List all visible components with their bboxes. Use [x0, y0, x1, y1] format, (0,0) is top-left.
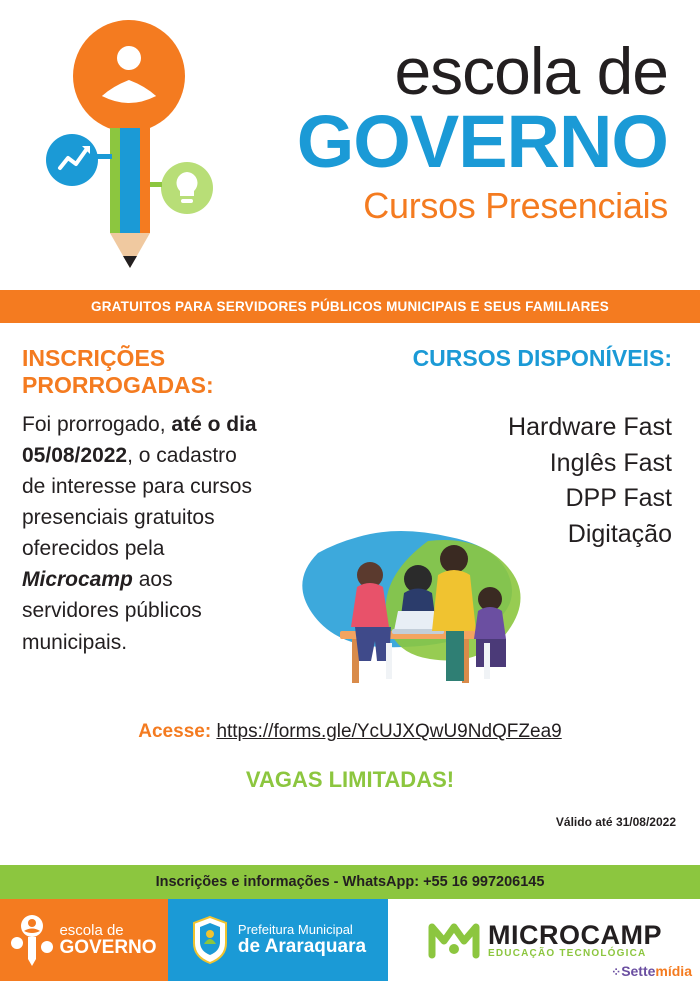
escola-de-governo-logo-icon [24, 18, 224, 268]
green-banner-contact: Inscrições e informações - WhatsApp: +55 16 997206145 [0, 865, 700, 899]
footer-logo3-line1: MICROCAMP [488, 919, 662, 950]
access-line [0, 721, 700, 743]
paragraph-part1: Foi prorrogado, [22, 413, 166, 436]
footer-microcamp-logo [388, 899, 700, 981]
validity-text: Válido até 31/08/2022 [555, 815, 676, 829]
heading-inscricoes: INSCRIÇÕES PRORROGADAS: [22, 345, 214, 398]
escola-de-governo-footer-logo-icon [11, 913, 53, 967]
list-item: DPP Fast [565, 484, 672, 512]
registration-link[interactable]: https://forms.gle/YcUJXQwU9NdQFZea9 [216, 721, 562, 742]
credit-part2: mídia [655, 963, 692, 979]
paragraph-bold-date: até o dia 05/08/2022 [22, 413, 257, 468]
sette-midia-credit [611, 963, 692, 979]
vagas-limitadas-text: VAGAS LIMITADAS! [245, 767, 455, 792]
students-at-computer-illustration-icon [278, 503, 548, 703]
footer-prefeitura-logo [168, 899, 388, 981]
footer-logo1-line1: escola de [59, 922, 124, 939]
footer-logo3-line2: EDUCAÇÃO TECNOLÓGICA [488, 947, 647, 959]
list-item: Inglês Fast [549, 448, 672, 477]
access-label: Acesse: [138, 721, 212, 742]
list-item: Digitação [567, 519, 672, 548]
header-titles [224, 18, 676, 227]
poster-footer [0, 899, 700, 981]
araraquara-coat-of-arms-icon [190, 914, 230, 966]
title-escola-de: escola de [394, 34, 668, 108]
inscricoes-paragraph [22, 409, 262, 658]
footer-escola-logo [0, 899, 168, 981]
footer-logo2-line1: Prefeitura Municipal [237, 922, 353, 938]
microcamp-m-icon [426, 919, 482, 961]
orange-banner: GRATUITOS PARA SERVIDORES PÚBLICOS MUNICIPAIS E SEUS FAMILIARES [0, 290, 700, 323]
poster-body [0, 323, 700, 865]
paragraph-part3: aos servidores públicos municipais. [22, 568, 202, 654]
credit-part1: Sette [621, 963, 656, 979]
heading-cursos-disponiveis: CURSOS DISPONÍVEIS: [412, 345, 672, 371]
title-governo: GOVERNO [296, 99, 668, 183]
list-item: Hardware Fast [508, 413, 672, 441]
column-inscricoes [22, 345, 322, 658]
paragraph-part2: , o cadastro de interesse para cursos presenciais gratuitos oferecidos pela [22, 444, 252, 561]
footer-logo1-line2: GOVERNO [59, 937, 157, 958]
paragraph-italic-brand: Microcamp [22, 568, 133, 592]
sette-dots-icon: ⁘ [611, 965, 620, 979]
footer-logo2-line2: de Araraquara [237, 935, 367, 957]
subtitle-cursos-presenciais: Cursos Presenciais [363, 184, 668, 226]
poster-header [0, 0, 700, 290]
